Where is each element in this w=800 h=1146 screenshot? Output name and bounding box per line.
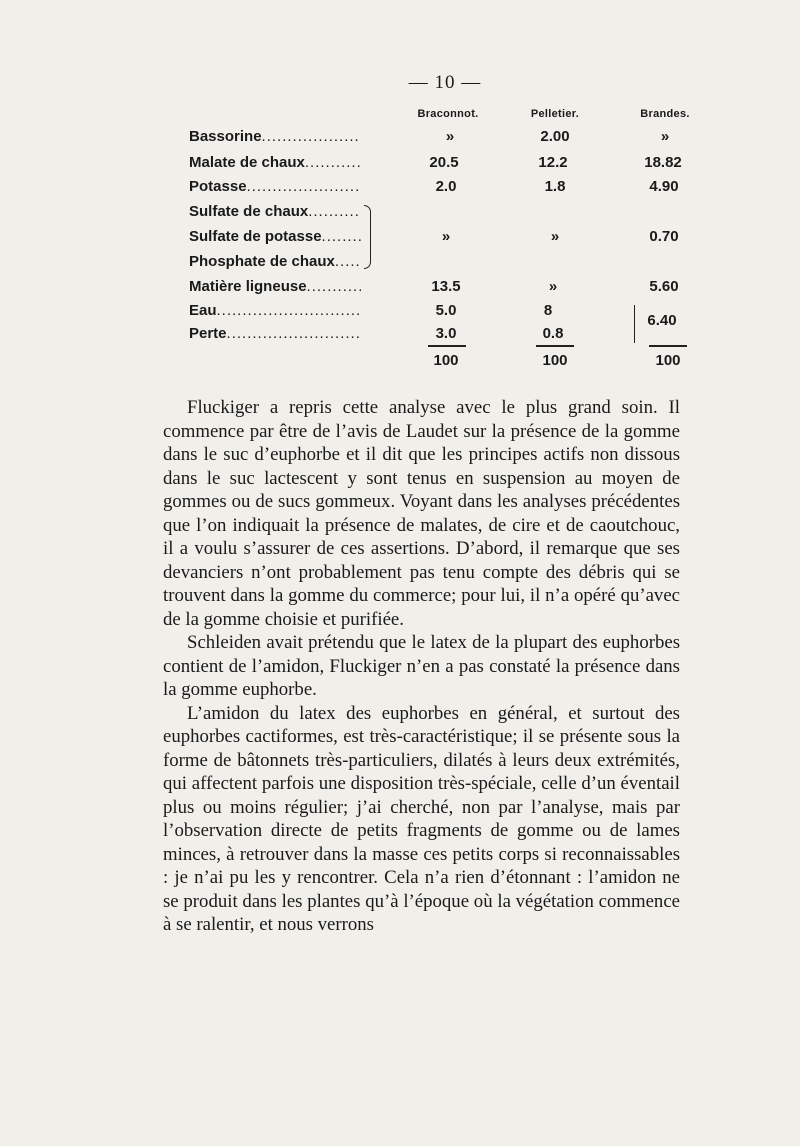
row-label: Matière ligneuse ..... [189,278,361,295]
total-cell: 100 [433,352,459,369]
total-rule [428,345,466,347]
table-cell: 3.0 [435,325,457,342]
page-number: — 10 — [408,72,482,93]
merged-value: 6.40 [647,312,677,329]
column-header-braconnot: Braconnot. [417,108,479,120]
table-row [0,228,800,252]
table-row [0,253,800,277]
table-cell: 20.5 [429,154,459,171]
table-cell: » [660,128,670,145]
row-label: Potasse ..... [189,178,361,195]
table-cell: 2.00 [540,128,570,145]
column-header-brandes: Brandes. [640,108,690,120]
table-cell: » [550,228,560,245]
table-cell: » [548,278,558,295]
table-cell: 12.2 [538,154,568,171]
table-cell: 1.8 [544,178,566,195]
table-cell: 0.70 [649,228,679,245]
total-rule [649,345,687,347]
row-label: Phosphate de chaux ..... [189,253,361,270]
row-group-brace [634,305,635,343]
column-header-pelletier: Pelletier. [530,108,580,120]
table-cell: 5.0 [435,302,457,319]
total-cell: 100 [655,352,681,369]
table-cell: 8 [543,302,553,319]
row-label: Sulfate de chaux ..... [189,203,361,220]
row-label: Eau ..... [189,302,361,319]
row-label: Bassorine ..... [189,128,361,145]
analysis-table [0,0,800,390]
row-group-brace [364,205,371,269]
table-cell: 0.8 [542,325,564,342]
row-label: Sulfate de potasse ..... [189,228,361,245]
table-row [0,178,800,202]
paragraph: Fluckiger a repris cette analyse avec le plus grand soin. Il commence par être de l’avis de Laudet sur la présence de la gomme dans le suc d’euphorbe et il dit que les principes actifs non dissous dans le suc lactescent y sont tenus en suspension au moyen de gommes ou de sucs gommeux. Voyant dans les analyses précédentes que l’on indiquait la présence de malates, de cire et de caoutchouc, il a voulu s’assurer de ces assertions. D’abord, il remarque que ses devanciers n’ont probablement pas tenu compte des débris qui se trouvent dans la gomme du commerce; pour lui, il n’a opéré qu’avec de la gomme choisie et purifiée. [163,397,680,630]
table-row [0,278,800,302]
body-text [163,396,680,937]
table-row [0,154,800,178]
paragraph: Schleiden avait prétendu que le latex de la plupart des euphorbes contient de l’amidon, Fluckiger n’en a pas constaté la présence dans la gomme euphorbe. [163,632,680,700]
table-cell: » [441,228,451,245]
table-row [0,203,800,227]
table-row [0,128,800,152]
totals-row [0,352,800,376]
table-row [0,302,800,326]
table-cell: 4.90 [649,178,679,195]
total-cell: 100 [542,352,568,369]
table-cell: 5.60 [649,278,679,295]
table-cell: » [445,128,455,145]
table-cell: 2.0 [435,178,457,195]
table-cell: 13.5 [431,278,461,295]
row-label: Malate de chaux ..... [189,154,361,171]
paragraph: L’amidon du latex des euphorbes en général, et surtout des euphorbes cactiformes, est très-caractéristique; il se présente sous la forme de bâtonnets très-particuliers, dilatés à leurs deux extrémités, qui affectent parfois une disposition très-spéciale, celle d’un éventail plus ou moins régulier; j’ai cherché, non par l’analyse, mais par l’observation directe de petits fragments de gomme ou de lames minces, à retrouver dans la masse ces petits corps si reconnaissables : je n’ai pu les y rencontrer. Cela n’a rien d’étonnant : l’amidon ne se produit dans les plantes qu’à l’époque où la végétation commence à se ralentir, et nous verrons [163,702,680,935]
row-label: Perte ..... [189,325,361,342]
table-cell: 18.82 [644,154,682,171]
total-rule [536,345,574,347]
